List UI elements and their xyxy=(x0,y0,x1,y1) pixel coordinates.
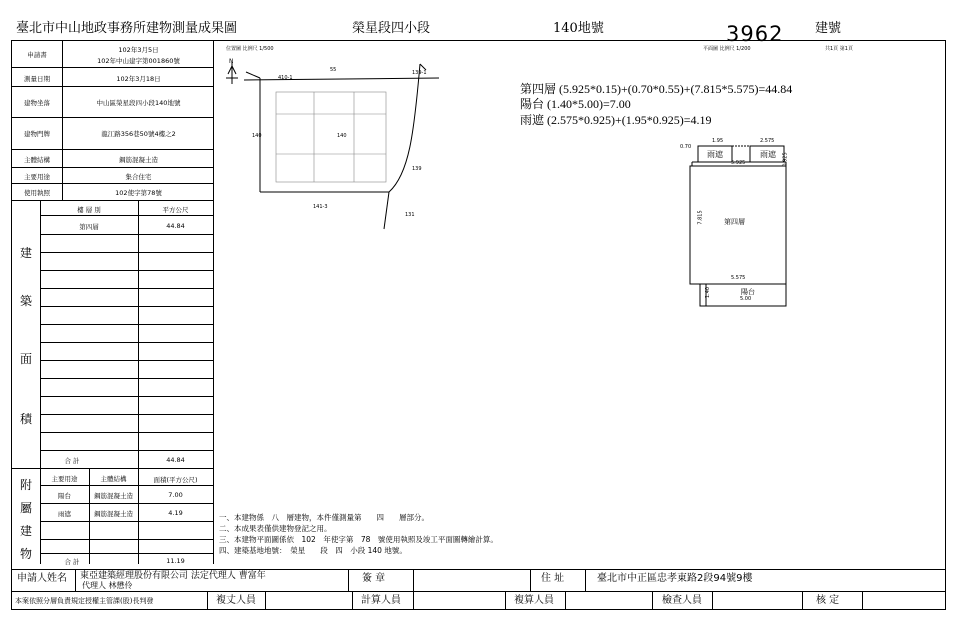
section-name: 榮星段四小段 xyxy=(352,21,431,36)
survey-date-label: 測量日期 xyxy=(24,75,50,83)
location-label: 建物坐落 xyxy=(24,99,50,107)
approval-notice: 本案依照分層負責規定授權主管課(股)長判發 xyxy=(15,597,154,605)
attach-row-use: 陽台 xyxy=(58,492,71,500)
dim-label: 5.575 xyxy=(731,275,746,281)
parcel-label: 139-1 xyxy=(412,70,427,76)
note-line: 四、建築基地地號： 榮星 段 四 小段 140 地號。 xyxy=(219,546,407,555)
calculator-label: 計算人員 xyxy=(361,595,401,606)
floor-label: 第四層 xyxy=(724,218,745,226)
applicant-case-no: 102年中山建字第001860號 xyxy=(97,57,180,65)
area-side-label-3: 面 xyxy=(19,352,32,366)
applicant-date: 102年3月5日 xyxy=(118,46,159,54)
attach-row-area: 7.00 xyxy=(168,491,183,499)
canopy-label: 雨遮 xyxy=(760,150,776,159)
area-total-value: 44.84 xyxy=(166,456,185,464)
page-count: 共1頁 第1頁 xyxy=(825,46,853,52)
location-map-scale: 位置圖 比例尺 1/500 xyxy=(226,46,274,52)
attach-side-label-2: 屬 xyxy=(19,501,32,515)
attach-header-structure: 主體結構 xyxy=(100,475,127,483)
attach-total-label: 合 計 xyxy=(64,558,80,566)
floor-column-header: 樓 層 別 xyxy=(77,206,101,214)
parcel-label: 55 xyxy=(330,67,337,73)
dim-label: 5.00 xyxy=(740,296,752,302)
area-side-label-2: 築 xyxy=(19,294,32,308)
dim-label: 5.925 xyxy=(731,160,746,166)
use-label: 主要用途 xyxy=(24,173,50,181)
license-value: 102使字第78號 xyxy=(115,189,162,197)
approve-label: 核 定 xyxy=(816,595,840,606)
canopy-label: 雨遮 xyxy=(707,150,723,159)
dim-label: 2.575 xyxy=(760,138,775,144)
area-side-label-1: 建 xyxy=(19,246,32,260)
attach-row-area: 4.19 xyxy=(168,509,183,517)
calc-line-floor: 第四層 (5.925*0.15)+(0.70*0.55)+(7.815*5.575)=44.84 xyxy=(520,82,793,96)
use-value: 集合住宅 xyxy=(125,173,152,181)
parcel-label: 139 xyxy=(412,166,422,172)
parcel-label: 140 xyxy=(337,133,347,139)
attach-header-area: 面積(平方公尺) xyxy=(153,476,198,484)
applicant-name-label: 申請人姓名 xyxy=(17,573,67,584)
floor-area: 44.84 xyxy=(166,222,185,230)
doorplate-value: 龍江路356巷50號4樓之2 xyxy=(101,130,176,138)
inspector-label: 檢查人員 xyxy=(662,595,702,606)
building-number-label: 建號 xyxy=(815,21,842,36)
land-number: 140地號 xyxy=(553,21,604,36)
attach-side-label-3: 建 xyxy=(19,524,32,538)
attach-side-label-4: 物 xyxy=(19,547,32,561)
note-line: 三、本建物平面圖係依 102 年使字第 78 號使用執照及竣工平面圖轉繪計算。 xyxy=(219,535,498,544)
dim-label: 1.40 xyxy=(705,286,712,299)
note-line: 二、本成果表僅供建物登記之用。 xyxy=(219,524,332,533)
plan-scale: 平面圖 比例尺 1/200 xyxy=(703,46,751,52)
parcel-label: 410-1 xyxy=(278,75,293,81)
attach-header-use: 主要用途 xyxy=(51,475,78,483)
balcony-label: 陽台 xyxy=(741,288,755,296)
attach-row-use: 雨遮 xyxy=(58,510,71,518)
note-line: 一、本建物係 八 層建物，本件僅測量第 四 層部分。 xyxy=(219,513,429,522)
doorplate-label: 建物門牌 xyxy=(24,130,50,138)
recheck-label: 複算人員 xyxy=(514,595,554,606)
area-side-label-4: 積 xyxy=(19,412,32,426)
footer-divider xyxy=(12,591,946,592)
attach-total-value: 11.19 xyxy=(166,557,185,565)
reviewer-label: 複丈人員 xyxy=(216,595,256,606)
attach-side-label-1: 附 xyxy=(19,478,32,492)
applicant-agent: 代理人 林懋伶 xyxy=(82,581,133,590)
structure-label: 主體結構 xyxy=(24,156,50,164)
address-value: 臺北市中正區忠孝東路2段94號9樓 xyxy=(597,573,753,584)
dim-label: 1.95 xyxy=(712,138,724,144)
dim-label: 7.815 xyxy=(697,210,704,225)
parcel-label: 140 xyxy=(252,133,262,139)
location-value: 中山區榮星段四小段140地號 xyxy=(96,99,181,107)
footer-divider xyxy=(12,569,946,570)
address-label: 住 址 xyxy=(541,573,565,584)
attach-row-structure: 鋼筋混凝土造 xyxy=(94,510,133,518)
structure-value: 鋼筋混凝土造 xyxy=(119,156,158,164)
document-frame xyxy=(11,40,946,610)
applicant-label: 申請書 xyxy=(27,51,47,59)
north-label: N xyxy=(229,58,234,65)
calc-line-canopy: 雨遮 (2.575*0.925)+(1.95*0.925)=4.19 xyxy=(520,113,712,127)
area-column-header: 平方公尺 xyxy=(162,206,189,214)
attach-row-structure: 鋼筋混凝土造 xyxy=(94,492,133,500)
building-number-value: 3962 xyxy=(726,22,784,46)
dim-label: 0.925 xyxy=(782,152,789,167)
parcel-label: 131 xyxy=(405,212,415,218)
page-title: 臺北市中山地政事務所建物測量成果圖 xyxy=(16,21,238,36)
calc-line-balcony: 陽台 (1.40*5.00)=7.00 xyxy=(520,97,631,111)
dim-label: 0.70 xyxy=(680,144,692,150)
seal-label: 簽 章 xyxy=(362,573,386,584)
parcel-label: 141-3 xyxy=(313,204,328,210)
license-label: 使用執照 xyxy=(24,189,50,197)
applicant-name-value: 東亞建築經理股份有限公司 法定代理人 曹富年 xyxy=(80,571,266,581)
survey-date-value: 102年3月18日 xyxy=(116,75,161,83)
area-total-label: 合 計 xyxy=(64,457,80,465)
floor-name: 第四層 xyxy=(79,223,99,231)
